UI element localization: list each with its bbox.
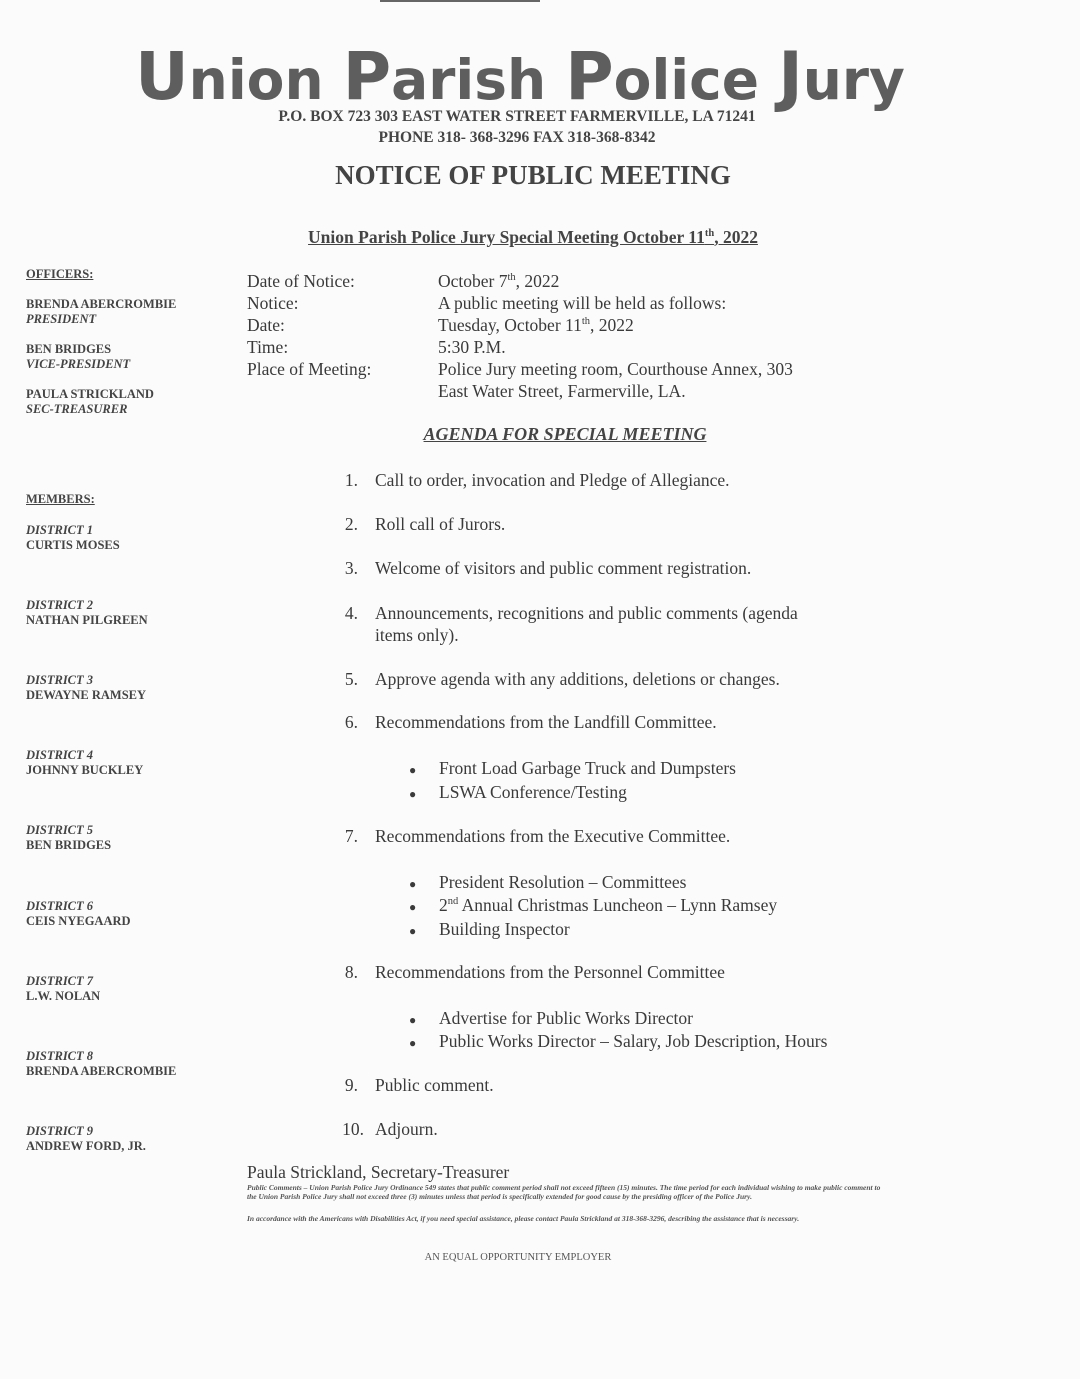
agenda-item-number: 4.: [344, 603, 358, 623]
agenda-sub-item: Public Works Director – Salary, Job Description, Hours: [439, 1031, 828, 1051]
date-of-notice-text: October 7: [438, 271, 508, 291]
agenda-item-text: Recommendations from the Executive Committee.: [375, 826, 731, 846]
bullet-dot-icon: ●: [409, 1013, 417, 1027]
bullet-dot-icon: ●: [409, 1036, 417, 1050]
member-name: CEIS NYEGAARD: [26, 914, 131, 928]
bullet-dot-icon: ●: [409, 763, 417, 777]
notice-heading: NOTICE OF PUBLIC MEETING: [335, 160, 731, 190]
bullet-dot-icon: ●: [409, 900, 417, 914]
member-name: BRENDA ABERCROMBIE: [26, 1064, 177, 1078]
time-label: Time:: [247, 337, 289, 357]
title-initial-j: J: [778, 38, 803, 115]
member-district: DISTRICT 6: [26, 899, 94, 913]
date-of-notice-sup: th: [507, 272, 516, 284]
agenda-item-text: Approve agenda with any additions, deletions or changes.: [375, 669, 780, 689]
agenda-item-text: Call to order, invocation and Pledge of Allegiance.: [375, 470, 730, 490]
sub-item-ordinal-sup: nd: [447, 896, 459, 908]
title-word-police: olice: [613, 48, 779, 112]
member-name: L.W. NOLAN: [26, 989, 101, 1003]
agenda-item-text: Roll call of Jurors.: [375, 514, 506, 534]
agenda-item-text: Adjourn.: [375, 1119, 438, 1139]
date-value: [438, 315, 634, 336]
officer-name: PAULA STRICKLAND: [26, 387, 154, 401]
organization-title: [0, 38, 1040, 115]
date-sup: th: [581, 316, 591, 328]
notice-value: A public meeting will be held as follows:: [438, 293, 727, 313]
member-district: DISTRICT 8: [26, 1049, 94, 1063]
title-word-parish: arish: [391, 48, 566, 112]
officer-name: BRENDA ABERCROMBIE: [26, 297, 177, 311]
agenda-item-text: Welcome of visitors and public comment registration.: [375, 558, 752, 578]
member-name: BEN BRIDGES: [26, 838, 112, 852]
agenda-sub-item: LSWA Conference/Testing: [439, 782, 627, 802]
signature-line: Paula Strickland, Secretary-Treasurer: [247, 1162, 510, 1182]
date-of-notice-label: Date of Notice:: [247, 271, 355, 291]
officer-role: SEC-TREASURER: [26, 402, 128, 416]
agenda-heading: AGENDA FOR SPECIAL MEETING: [423, 424, 707, 444]
agenda-item-number: 8.: [344, 962, 358, 982]
member-name: NATHAN PILGREEN: [26, 613, 148, 627]
sub-item-text: Annual Christmas Luncheon – Lynn Ramsey: [458, 895, 778, 915]
meeting-title: [0, 227, 1066, 248]
officer-name: BEN BRIDGES: [26, 342, 112, 356]
agenda-sub-item: Advertise for Public Works Director: [439, 1008, 693, 1028]
member-district: DISTRICT 3: [26, 673, 94, 687]
meeting-title-year: , 2022: [714, 227, 758, 247]
agenda-item-number: 10.: [342, 1119, 364, 1139]
date-text: Tuesday, October 11: [438, 315, 582, 335]
agenda-item-text-continued: items only).: [375, 625, 459, 645]
meeting-title-sup: th: [704, 228, 715, 240]
date-year: , 2022: [590, 315, 634, 335]
agenda-sub-item: Building Inspector: [439, 919, 570, 939]
title-initial-p: P: [342, 38, 392, 115]
member-district: DISTRICT 2: [26, 598, 94, 612]
member-name: JOHNNY BUCKLEY: [26, 763, 144, 777]
title-word-jury: ury: [802, 48, 905, 112]
bullet-dot-icon: ●: [409, 924, 417, 938]
meeting-title-text: Union Parish Police Jury Special Meeting October 11: [308, 227, 705, 247]
equal-opportunity-notice: AN EQUAL OPPORTUNITY EMPLOYER: [424, 1252, 612, 1263]
time-value: 5:30 P.M.: [438, 337, 506, 357]
agenda-item-number: 3.: [344, 558, 358, 578]
title-word-union: nion: [188, 48, 343, 112]
officer-role: VICE-PRESIDENT: [26, 357, 131, 371]
bullet-dot-icon: ●: [409, 787, 417, 801]
member-name: CURTIS MOSES: [26, 538, 120, 552]
date-of-notice-year: , 2022: [515, 271, 560, 291]
agenda-item-text: Announcements, recognitions and public comments (agenda: [375, 603, 798, 623]
agenda-item-number: 5.: [344, 669, 358, 689]
agenda-item-text: Public comment.: [375, 1075, 494, 1095]
agenda-item-number: 6.: [344, 712, 358, 732]
sub-item-ordinal: 2: [439, 895, 448, 915]
public-comment-fine-print: Public Comments – Union Parish Police Jury Ordinance 549 states that public comment period shall not exceed fifteen (15) minutes. The time period for each individual wishing to make public comment to the Union Parish Police Jury shall not exceed three (3) minutes unless that period is specifically extended for good cause by the presiding officer of the Police Jury.: [247, 1183, 881, 1201]
title-initial-u: U: [135, 38, 189, 115]
member-name: DEWAYNE RAMSEY: [26, 688, 147, 702]
date-label: Date:: [247, 315, 285, 335]
officer-role: PRESIDENT: [26, 312, 97, 326]
agenda-sub-item: Front Load Garbage Truck and Dumpsters: [439, 758, 736, 778]
bullet-dot-icon: ●: [409, 877, 417, 891]
notice-label: Notice:: [247, 293, 299, 313]
date-of-notice-value: [438, 271, 559, 292]
member-district: DISTRICT 1: [26, 523, 94, 537]
mailing-address: P.O. BOX 723 303 EAST WATER STREET FARMERVILLE, LA 71241: [278, 108, 756, 125]
member-district: DISTRICT 9: [26, 1124, 94, 1138]
member-name: ANDREW FORD, JR.: [26, 1139, 146, 1153]
member-district: DISTRICT 4: [26, 748, 94, 762]
agenda-item-number: 1.: [344, 470, 358, 490]
place-label: Place of Meeting:: [247, 359, 372, 379]
place-value-line1: Police Jury meeting room, Courthouse Annex, 303: [438, 359, 793, 379]
title-initial-p2: P: [565, 38, 614, 115]
agenda-sub-item: [439, 895, 777, 916]
agenda-item-number: 7.: [344, 826, 358, 846]
member-district: DISTRICT 5: [26, 823, 94, 837]
agenda-item-number: 2.: [344, 514, 358, 534]
member-district: DISTRICT 7: [26, 974, 94, 988]
members-heading: MEMBERS:: [26, 492, 95, 506]
ada-fine-print: In accordance with the Americans with Disabilities Act, if you need special assistance, please contact Paula Strickland at 318-368-3296, describing the assistance that is necessary.: [247, 1214, 800, 1223]
agenda-item-text: Recommendations from the Personnel Committee: [375, 962, 725, 982]
agenda-item-number: 9.: [344, 1075, 358, 1095]
agenda-sub-item: President Resolution – Committees: [439, 872, 687, 892]
scan-top-line: [380, 0, 540, 2]
officers-heading: OFFICERS:: [26, 267, 94, 281]
phone-fax: PHONE 318- 368-3296 FAX 318-368-8342: [378, 129, 656, 146]
agenda-item-text: Recommendations from the Landfill Committee.: [375, 712, 717, 732]
place-value-line2: East Water Street, Farmerville, LA.: [438, 381, 686, 401]
